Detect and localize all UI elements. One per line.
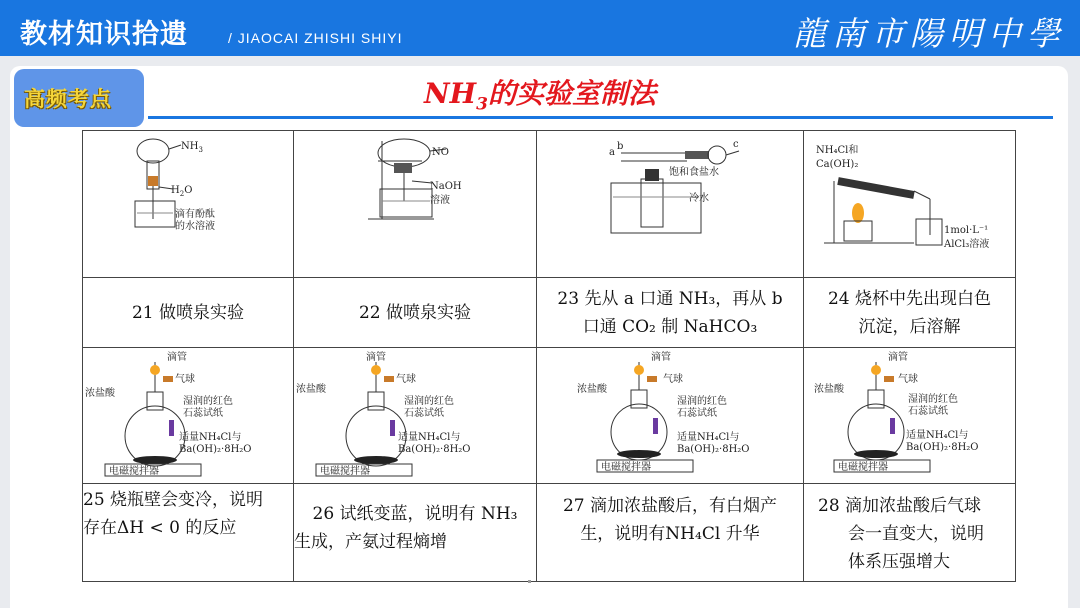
caption-28 — [804, 484, 1016, 582]
flask-apparatus-icon — [804, 348, 1016, 484]
svg-text:AlCl₃溶液: AlCl₃溶液 — [944, 239, 990, 250]
caption-26-line2: 生成，产氨过程熵增 — [294, 532, 447, 552]
figure-25 — [83, 348, 294, 484]
svg-text:电磁搅拌器: 电磁搅拌器 — [109, 466, 159, 477]
fountain-apparatus-icon — [294, 131, 537, 278]
svg-text:湿润的红色: 湿润的红色 — [908, 394, 958, 405]
svg-text:气球: 气球 — [396, 374, 416, 385]
svg-text:冷水: 冷水 — [689, 193, 709, 204]
svg-text:b: b — [617, 141, 624, 152]
caption-24 — [804, 278, 1016, 348]
table-row — [83, 484, 1016, 582]
header-subtitle: / JIAOCAI ZHISHI SHIYI — [228, 30, 403, 46]
svg-text:适量NH₄Cl与: 适量NH₄Cl与 — [179, 432, 242, 443]
table-row — [83, 278, 1016, 348]
caption-23-line2: 口通 CO₂ 制 NaHCO₃ — [582, 316, 758, 337]
svg-text:电磁搅拌器: 电磁搅拌器 — [601, 462, 651, 473]
svg-text:Ba(OH)₂·8H₂O: Ba(OH)₂·8H₂O — [179, 444, 252, 455]
ammonia-generation-apparatus-icon — [804, 131, 1016, 278]
figure-22 — [294, 131, 537, 278]
svg-text:的水溶液: 的水溶液 — [175, 221, 215, 232]
svg-text:滴管: 滴管 — [167, 352, 187, 363]
svg-text:适量NH₄Cl与: 适量NH₄Cl与 — [398, 432, 461, 443]
svg-text:石蕊试纸: 石蕊试纸 — [183, 408, 223, 419]
svg-text:电磁搅拌器: 电磁搅拌器 — [838, 462, 888, 473]
header-title: 教材知识拾遗 — [20, 19, 188, 50]
caption-26-line1: 26 试纸变蓝，说明有 NH₃ — [312, 504, 518, 524]
caption-28-line1: 28 滴加浓盐酸后气球 — [818, 496, 982, 516]
caption-27-line2: 生，说明有NH₄Cl 升华 — [580, 524, 760, 544]
svg-text:湿润的红色: 湿润的红色 — [183, 396, 233, 407]
table-row — [83, 348, 1016, 484]
caption-26 — [294, 484, 537, 582]
svg-text:适量NH₄Cl与: 适量NH₄Cl与 — [677, 432, 740, 443]
svg-text:浓盐酸: 浓盐酸 — [85, 388, 115, 399]
svg-text:Ba(OH)₂·8H₂O: Ba(OH)₂·8H₂O — [906, 442, 979, 453]
svg-text:滴管: 滴管 — [888, 352, 908, 363]
caption-24-line2: 沉淀，后溶解 — [858, 316, 961, 337]
svg-text:H2O: $H_2O$ — [171, 185, 193, 198]
figure-27 — [537, 348, 804, 484]
svg-text:气球: 气球 — [898, 374, 918, 385]
svg-text:NO: NO — [432, 147, 449, 158]
gas-absorption-apparatus-icon — [537, 131, 804, 278]
slide-heading — [380, 72, 700, 116]
table-row — [83, 131, 1016, 278]
svg-text:Ca(OH)₂: Ca(OH)₂ — [816, 159, 859, 170]
svg-text:电磁搅拌器: 电磁搅拌器 — [320, 466, 370, 477]
svg-text:石蕊试纸: 石蕊试纸 — [677, 408, 717, 419]
svg-text:c: c — [733, 139, 739, 150]
svg-text:石蕊试纸: 石蕊试纸 — [908, 406, 948, 417]
svg-text:NaOH: NaOH — [430, 181, 462, 192]
heading-suffix: 的实验室制法 — [487, 77, 656, 110]
caption-23 — [537, 278, 804, 348]
svg-text:1mol·L⁻¹: 1mol·L⁻¹ — [944, 225, 989, 236]
svg-text:NH3: $NH_3$ — [181, 141, 203, 154]
svg-text:Ba(OH)₂·8H₂O: Ba(OH)₂·8H₂O — [677, 444, 750, 455]
flask-apparatus-icon — [537, 348, 804, 484]
fountain-apparatus-icon — [83, 131, 294, 278]
heading-divider — [148, 116, 1053, 119]
figure-21 — [83, 131, 294, 278]
figure-24 — [804, 131, 1016, 278]
svg-text:湿润的红色: 湿润的红色 — [404, 396, 454, 407]
experiment-table — [82, 130, 1016, 582]
svg-text:适量NH₄Cl与: 适量NH₄Cl与 — [906, 430, 969, 441]
caption-24-line1: 24 烧杯中先出现白色 — [827, 288, 992, 309]
svg-text:a: a — [609, 147, 615, 158]
caption-25-line2: 存在ΔH < 0 的反应 — [83, 518, 237, 538]
caption-27-line1: 27 滴加浓盐酸后，有白烟产 — [562, 496, 778, 516]
svg-text:溶液: 溶液 — [430, 195, 450, 206]
caption-25-line1: 25 烧瓶壁会变冷，说明 — [83, 490, 264, 510]
figure-28 — [804, 348, 1016, 484]
figure-23 — [537, 131, 804, 278]
figure-26 — [294, 348, 537, 484]
svg-text:滴管: 滴管 — [366, 352, 386, 363]
flask-apparatus-icon — [294, 348, 537, 484]
svg-text:气球: 气球 — [663, 374, 683, 385]
svg-text:滴有酚酞: 滴有酚酞 — [175, 209, 215, 220]
svg-text:浓盐酸: 浓盐酸 — [296, 384, 326, 395]
svg-text:Ba(OH)₂·8H₂O: Ba(OH)₂·8H₂O — [398, 444, 471, 455]
svg-text:NH₄Cl和: NH₄Cl和 — [816, 145, 859, 156]
caption-28-line2: 会一直变大，说明 — [848, 524, 984, 544]
heading-prefix: NH — [424, 77, 477, 110]
caption-27 — [537, 484, 804, 582]
heading-sub: 3 — [476, 94, 488, 115]
school-logo: 龍南市陽明中學 — [793, 14, 1066, 53]
svg-text:湿润的红色: 湿润的红色 — [677, 396, 727, 407]
caption-21: 21 做喷泉实验 — [83, 278, 294, 348]
header-bar — [0, 0, 1080, 56]
caption-23-line1: 23 先从 a 口通 NH₃，再从 b — [557, 288, 783, 309]
caption-22: 22 做喷泉实验 — [294, 278, 537, 348]
topic-badge — [14, 69, 144, 127]
svg-text:饱和食盐水: 饱和食盐水 — [669, 167, 719, 178]
svg-text:石蕊试纸: 石蕊试纸 — [404, 408, 444, 419]
caption-25 — [83, 484, 294, 582]
svg-text:气球: 气球 — [175, 374, 195, 385]
svg-text:滴管: 滴管 — [651, 352, 671, 363]
page-marker — [528, 580, 531, 583]
svg-text:浓盐酸: 浓盐酸 — [577, 384, 607, 395]
svg-text:浓盐酸: 浓盐酸 — [814, 384, 844, 395]
topic-badge-label: 高频考点 — [24, 87, 112, 111]
caption-28-line3: 体系压强增大 — [848, 552, 950, 572]
flask-apparatus-icon — [83, 348, 294, 484]
